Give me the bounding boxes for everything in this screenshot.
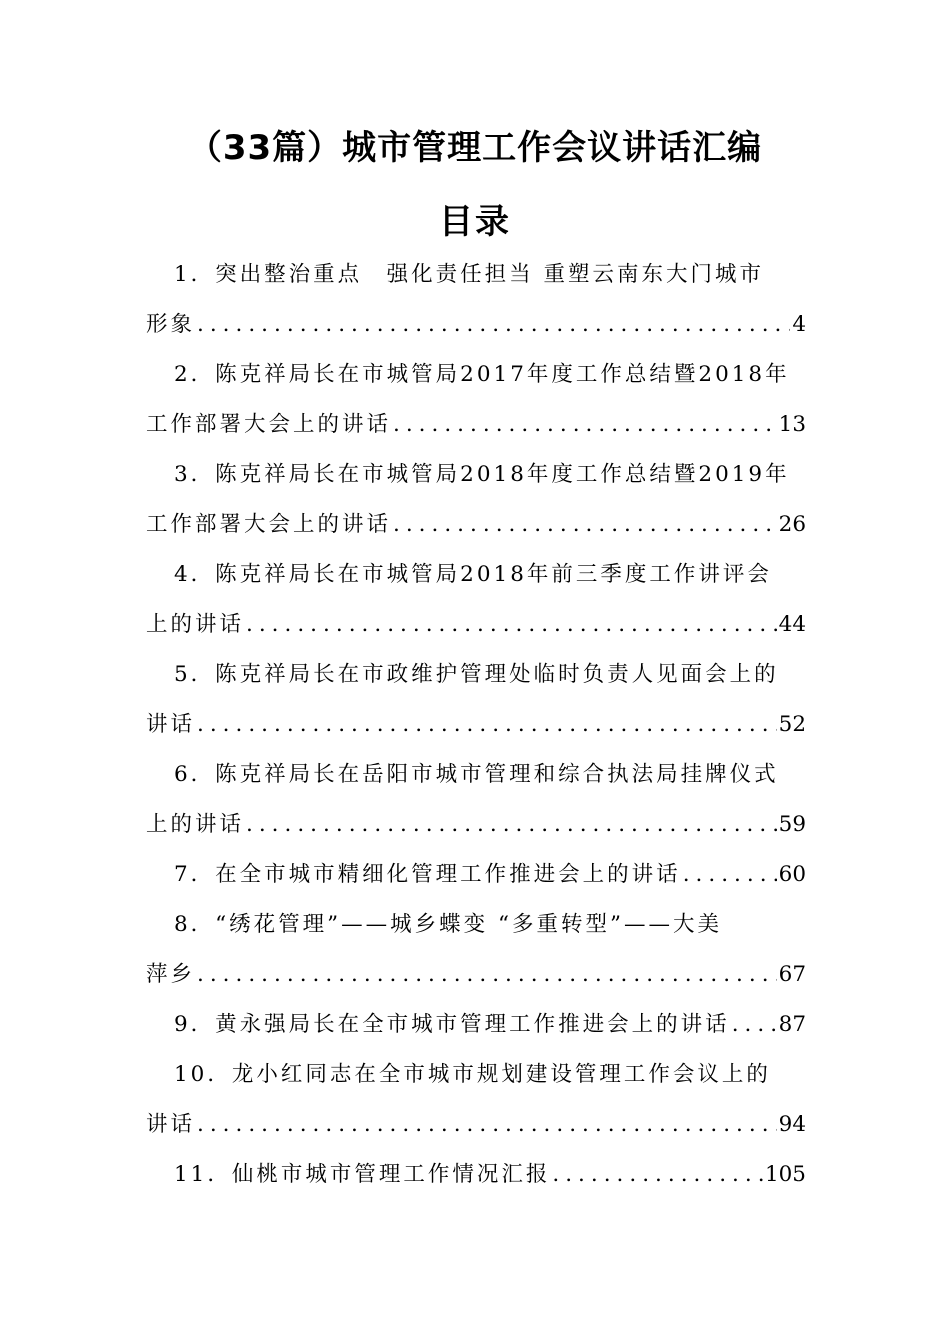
toc-entry-text: 1．突出整治重点 强化责任担当 重塑云南东大门城市: [174, 262, 765, 287]
document-title: （33篇）城市管理工作会议讲话汇编: [187, 128, 763, 168]
toc-entry[interactable]: [146, 650, 806, 750]
dot-leader: [197, 300, 790, 350]
toc-entry[interactable]: [146, 1000, 806, 1050]
toc-heading: 目录: [439, 202, 511, 242]
toc-page-number: 94: [778, 1112, 806, 1137]
dot-leader: [197, 700, 777, 750]
toc-entry-text: 8．“绣花管理”——城乡蝶变 “多重转型”——大美: [174, 912, 722, 937]
toc-entry[interactable]: [146, 850, 806, 900]
toc-entry-text: 7．在全市城市精细化管理工作推进会上的讲话: [174, 862, 681, 887]
toc-page-number: 67: [778, 962, 806, 987]
toc-entry-first-line: [146, 750, 806, 800]
dot-leader: [246, 600, 777, 650]
dot-leader: [393, 400, 777, 450]
toc-entry-text: 9．黄永强局长在全市城市管理工作推进会上的讲话: [174, 1012, 730, 1037]
dot-leader: [393, 500, 777, 550]
toc-entry-text: 上的讲话: [146, 612, 245, 637]
toc-entry-last-line: [146, 700, 806, 750]
dot-leader: [683, 850, 777, 900]
toc-entry[interactable]: [146, 350, 806, 450]
toc-entry-text: 4．陈克祥局长在市城管局2018年前三季度工作讲评会: [174, 562, 772, 587]
toc-entry-first-line: [146, 900, 806, 950]
toc-entry[interactable]: [146, 750, 806, 850]
toc-page-number: 52: [778, 712, 806, 737]
dot-leader: [246, 800, 777, 850]
toc-entry[interactable]: [146, 550, 806, 650]
toc-entry-last-line: [146, 950, 806, 1000]
toc-page-number: 44: [778, 612, 806, 637]
toc-entry-first-line: [146, 450, 806, 500]
toc-page-number: 87: [778, 1012, 806, 1037]
toc-entry-text: 2．陈克祥局长在市城管局2017年度工作总结暨2018年: [174, 362, 790, 387]
toc-page-number: 26: [778, 512, 806, 537]
toc-entry-line: [146, 1150, 806, 1200]
toc-entry[interactable]: [146, 1050, 806, 1150]
toc-entry-text: 讲话: [146, 1112, 196, 1137]
toc-page-number: 105: [764, 1162, 806, 1187]
toc-entry-text: 5．陈克祥局长在市政维护管理处临时负责人见面会上的: [174, 662, 779, 687]
toc-entry-line: [146, 850, 806, 900]
table-of-contents: [146, 250, 806, 1200]
toc-entry-text: 工作部署大会上的讲话: [146, 412, 392, 437]
toc-page-number: 13: [778, 412, 806, 437]
toc-entry-first-line: [146, 550, 806, 600]
toc-entry[interactable]: [146, 900, 806, 1000]
toc-entry-text: 10．龙小红同志在全市城市规划建设管理工作会议上的: [174, 1062, 771, 1087]
toc-entry-last-line: [146, 1100, 806, 1150]
toc-entry-text: 形象: [146, 312, 196, 337]
toc-entry-text: 工作部署大会上的讲话: [146, 512, 392, 537]
toc-page-number: 59: [778, 812, 806, 837]
toc-page-number: 60: [778, 862, 806, 887]
toc-entry-last-line: [146, 400, 806, 450]
toc-entry-last-line: [146, 800, 806, 850]
toc-entry-text: 萍乡: [146, 962, 196, 987]
dot-leader: [197, 1100, 777, 1150]
toc-entry-text: 11．仙桃市城市管理工作情况汇报: [174, 1162, 551, 1187]
toc-entry-last-line: [146, 300, 806, 350]
toc-entry-line: [146, 1000, 806, 1050]
toc-entry-first-line: [146, 350, 806, 400]
toc-entry[interactable]: [146, 450, 806, 550]
dot-leader: [732, 1000, 777, 1050]
toc-entry-first-line: [146, 1050, 806, 1100]
toc-entry-text: 3．陈克祥局长在市城管局2018年度工作总结暨2019年: [174, 462, 790, 487]
toc-entry-last-line: [146, 600, 806, 650]
toc-entry-first-line: [146, 250, 806, 300]
toc-entry-first-line: [146, 650, 806, 700]
toc-entry-text: 上的讲话: [146, 812, 245, 837]
dot-leader: [197, 950, 777, 1000]
toc-entry-last-line: [146, 500, 806, 550]
toc-entry-text: 讲话: [146, 712, 196, 737]
toc-entry[interactable]: [146, 1150, 806, 1200]
toc-page-number: 4: [792, 312, 806, 337]
dot-leader: [552, 1150, 763, 1200]
toc-entry-text: 6．陈克祥局长在岳阳市城市管理和综合执法局挂牌仪式: [174, 762, 779, 787]
toc-entry[interactable]: [146, 250, 806, 350]
